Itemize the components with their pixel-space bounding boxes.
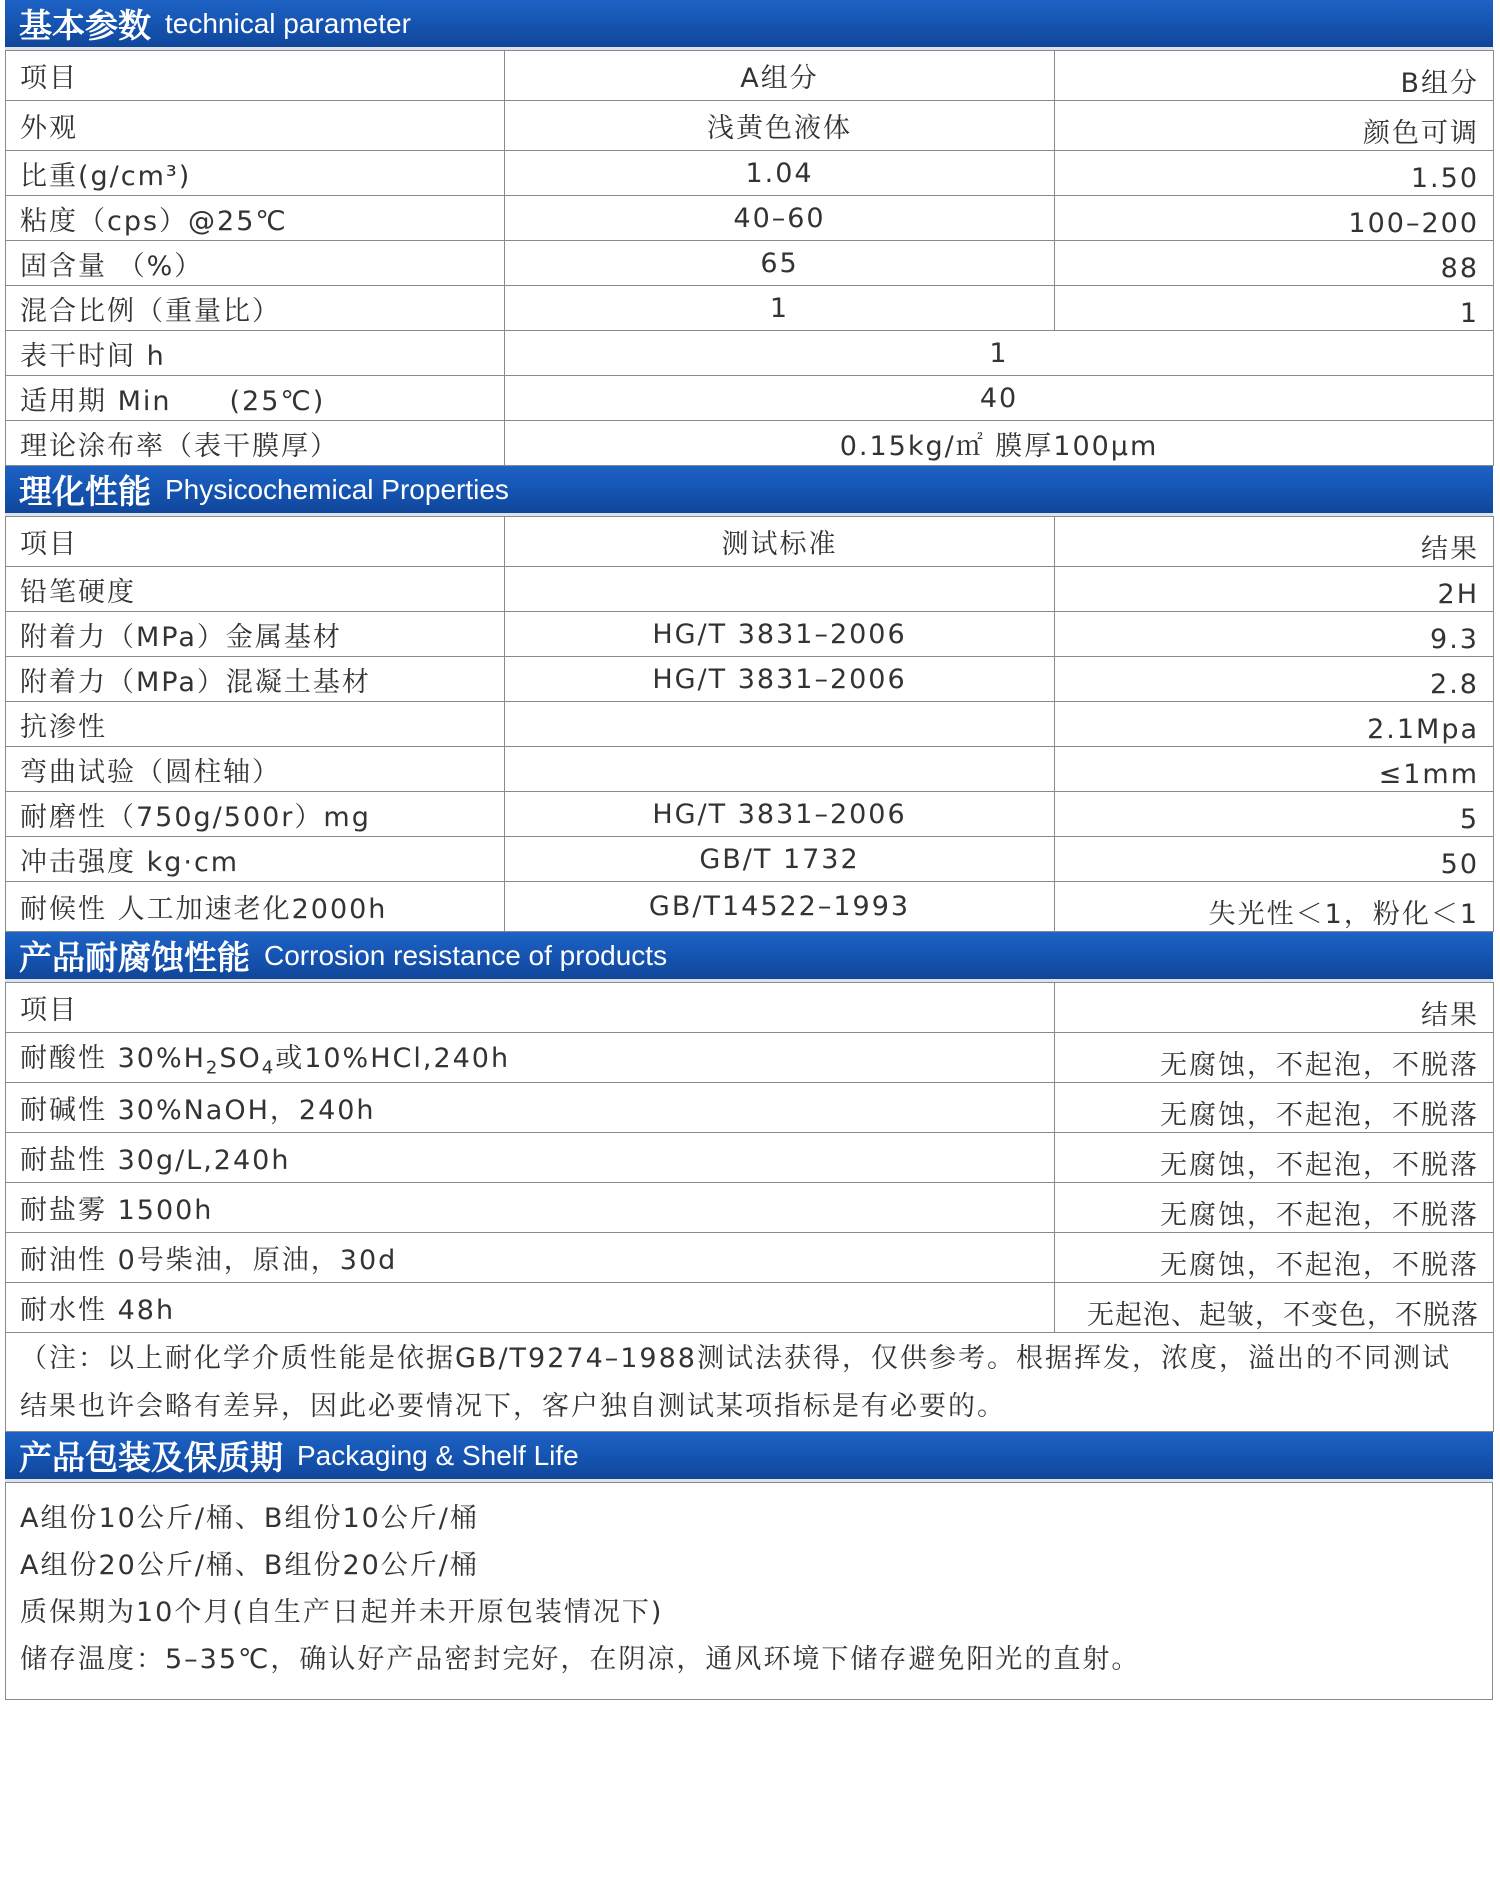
row-label: 外观 (6, 101, 505, 151)
row-value-b: 1 (1055, 286, 1494, 331)
row-standard (505, 702, 1055, 747)
table-row (6, 657, 1494, 702)
shelf-life-line: 质保期为10个月(自生产日起并未开原包装情况下) (20, 1597, 664, 1628)
row-value-a: 65 (505, 241, 1055, 286)
section-title-en: technical parameter (165, 7, 411, 39)
row-label: 耐盐性 30g/L,240h (6, 1133, 1055, 1183)
row-label: 比重(g/cm³) (6, 151, 505, 196)
row-label: 固含量 （%） (6, 241, 505, 286)
table-row (6, 1183, 1494, 1233)
row-value-b: 1.50 (1055, 151, 1494, 196)
table-row (6, 1283, 1494, 1333)
header-cell-result: 结果 (1055, 517, 1494, 567)
row-label: 耐油性 0号柴油，原油，30d (6, 1233, 1055, 1283)
row-label: 表干时间 h (6, 331, 505, 376)
spec-sheet (5, 0, 1493, 1700)
row-label: 铅笔硬度 (6, 567, 505, 612)
corrosion-table (5, 982, 1494, 1432)
section-title-zh: 基本参数 (19, 6, 151, 45)
row-result: 无腐蚀，不起泡，不脱落 (1055, 1083, 1494, 1133)
section-header-packaging (5, 1432, 1493, 1482)
table-row (6, 241, 1494, 286)
row-label: 耐候性 人工加速老化2000h (6, 882, 505, 932)
row-value-a: 40–60 (505, 196, 1055, 241)
table-row (6, 151, 1494, 196)
header-cell-item: 项目 (6, 51, 505, 101)
row-label: 耐碱性 30%NaOH，240h (6, 1083, 1055, 1133)
row-value-a: 1.04 (505, 151, 1055, 196)
table-row (6, 612, 1494, 657)
header-cell-item: 项目 (6, 517, 505, 567)
header-cell-item: 项目 (6, 983, 1055, 1033)
row-label: 冲击强度 kg·cm (6, 837, 505, 882)
row-result: 50 (1055, 837, 1494, 882)
section-header-technical-parameter (5, 0, 1493, 50)
row-value-b: 颜色可调 (1055, 101, 1494, 151)
row-result: 无起泡、起皱，不变色，不脱落 (1055, 1283, 1494, 1333)
row-standard: HG/T 3831–2006 (505, 792, 1055, 837)
section-header-corrosion (5, 932, 1493, 982)
packaging-content (6, 1483, 1493, 1700)
row-label: 混合比例（重量比） (6, 286, 505, 331)
row-result: 失光性＜1，粉化＜1 (1055, 882, 1494, 932)
row-label: 耐酸性 $30\%H_2SO_4$或10%HCl,240h (6, 1033, 1055, 1083)
row-value-merged: 1 (505, 331, 1494, 376)
row-result: 无腐蚀，不起泡，不脱落 (1055, 1033, 1494, 1083)
table-row (6, 331, 1494, 376)
table-row (6, 196, 1494, 241)
row-standard (505, 567, 1055, 612)
table-row (6, 101, 1494, 151)
row-result: 2.1Mpa (1055, 702, 1494, 747)
row-label: 附着力（MPa）金属基材 (6, 612, 505, 657)
row-result: 2.8 (1055, 657, 1494, 702)
table-row (6, 1083, 1494, 1133)
technical-parameter-table (5, 50, 1494, 466)
table-row (6, 747, 1494, 792)
table-row (6, 286, 1494, 331)
table-row (6, 837, 1494, 882)
row-standard (505, 747, 1055, 792)
row-label: 弯曲试验（圆柱轴） (6, 747, 505, 792)
section-title-en: Corrosion resistance of products (264, 939, 668, 971)
table-header-row (6, 51, 1494, 101)
row-standard: GB/T 1732 (505, 837, 1055, 882)
row-result: 无腐蚀，不起泡，不脱落 (1055, 1183, 1494, 1233)
row-result: 无腐蚀，不起泡，不脱落 (1055, 1233, 1494, 1283)
section-title-zh: 产品包装及保质期 (19, 1438, 283, 1477)
header-cell-result: 结果 (1055, 983, 1494, 1033)
table-row (6, 1133, 1494, 1183)
row-label: 粘度（cps）@25℃ (6, 196, 505, 241)
row-standard: HG/T 3831–2006 (505, 657, 1055, 702)
table-row (6, 376, 1494, 421)
row-value-b: 100–200 (1055, 196, 1494, 241)
row-label: 理论涂布率（表干膜厚） (6, 421, 505, 466)
row-label: 耐盐雾 1500h (6, 1183, 1055, 1233)
row-label: 耐水性 48h (6, 1283, 1055, 1333)
table-row (6, 792, 1494, 837)
row-label: 附着力（MPa）混凝土基材 (6, 657, 505, 702)
header-cell-standard: 测试标准 (505, 517, 1055, 567)
section-title-zh: 产品耐腐蚀性能 (19, 938, 250, 977)
packaging-table (5, 1482, 1493, 1700)
table-row (6, 567, 1494, 612)
table-row (6, 702, 1494, 747)
table-row (6, 1233, 1494, 1283)
section-title-zh: 理化性能 (19, 472, 151, 511)
row-value-merged: 40 (505, 376, 1494, 421)
row-value-b: 88 (1055, 241, 1494, 286)
physicochemical-table (5, 516, 1494, 932)
row-result: 9.3 (1055, 612, 1494, 657)
table-header-row (6, 517, 1494, 567)
row-result: ≤1mm (1055, 747, 1494, 792)
row-label: 耐磨性（750g/500r）mg (6, 792, 505, 837)
packaging-row (6, 1483, 1493, 1700)
table-row (6, 1033, 1494, 1083)
header-cell-a: A组分 (505, 51, 1055, 101)
packaging-line: A组份20公斤/桶、B组份20公斤/桶 (20, 1550, 479, 1581)
row-result: 2H (1055, 567, 1494, 612)
header-cell-b: B组分 (1055, 51, 1494, 101)
section-title-en: Packaging & Shelf Life (297, 1439, 579, 1471)
row-result: 5 (1055, 792, 1494, 837)
table-row (6, 421, 1494, 466)
row-value-merged: 0.15kg/㎡ 膜厚100μm (505, 421, 1494, 466)
row-standard: GB/T14522–1993 (505, 882, 1055, 932)
section-title-en: Physicochemical Properties (165, 473, 509, 505)
table-row (6, 882, 1494, 932)
storage-line: 储存温度：5–35℃，确认好产品密封完好，在阴凉，通风环境下储存避免阳光的直射。 (20, 1644, 1141, 1675)
table-header-row (6, 983, 1494, 1033)
row-label: 抗渗性 (6, 702, 505, 747)
row-label: 适用期 Min (25℃) (6, 376, 505, 421)
note-row (6, 1333, 1494, 1432)
section-header-physicochemical (5, 466, 1493, 516)
row-value-a: 浅黄色液体 (505, 101, 1055, 151)
packaging-line: A组份10公斤/桶、B组份10公斤/桶 (20, 1503, 479, 1534)
row-value-a: 1 (505, 286, 1055, 331)
row-result: 无腐蚀，不起泡，不脱落 (1055, 1133, 1494, 1183)
test-note: （注：以上耐化学介质性能是依据GB/T9274–1988测试法获得，仅供参考。根据挥发，浓度，溢出的不同测试结果也许会略有差异，因此必要情况下，客户独自测试某项指标是有必要的。 (6, 1333, 1494, 1432)
row-standard: HG/T 3831–2006 (505, 612, 1055, 657)
